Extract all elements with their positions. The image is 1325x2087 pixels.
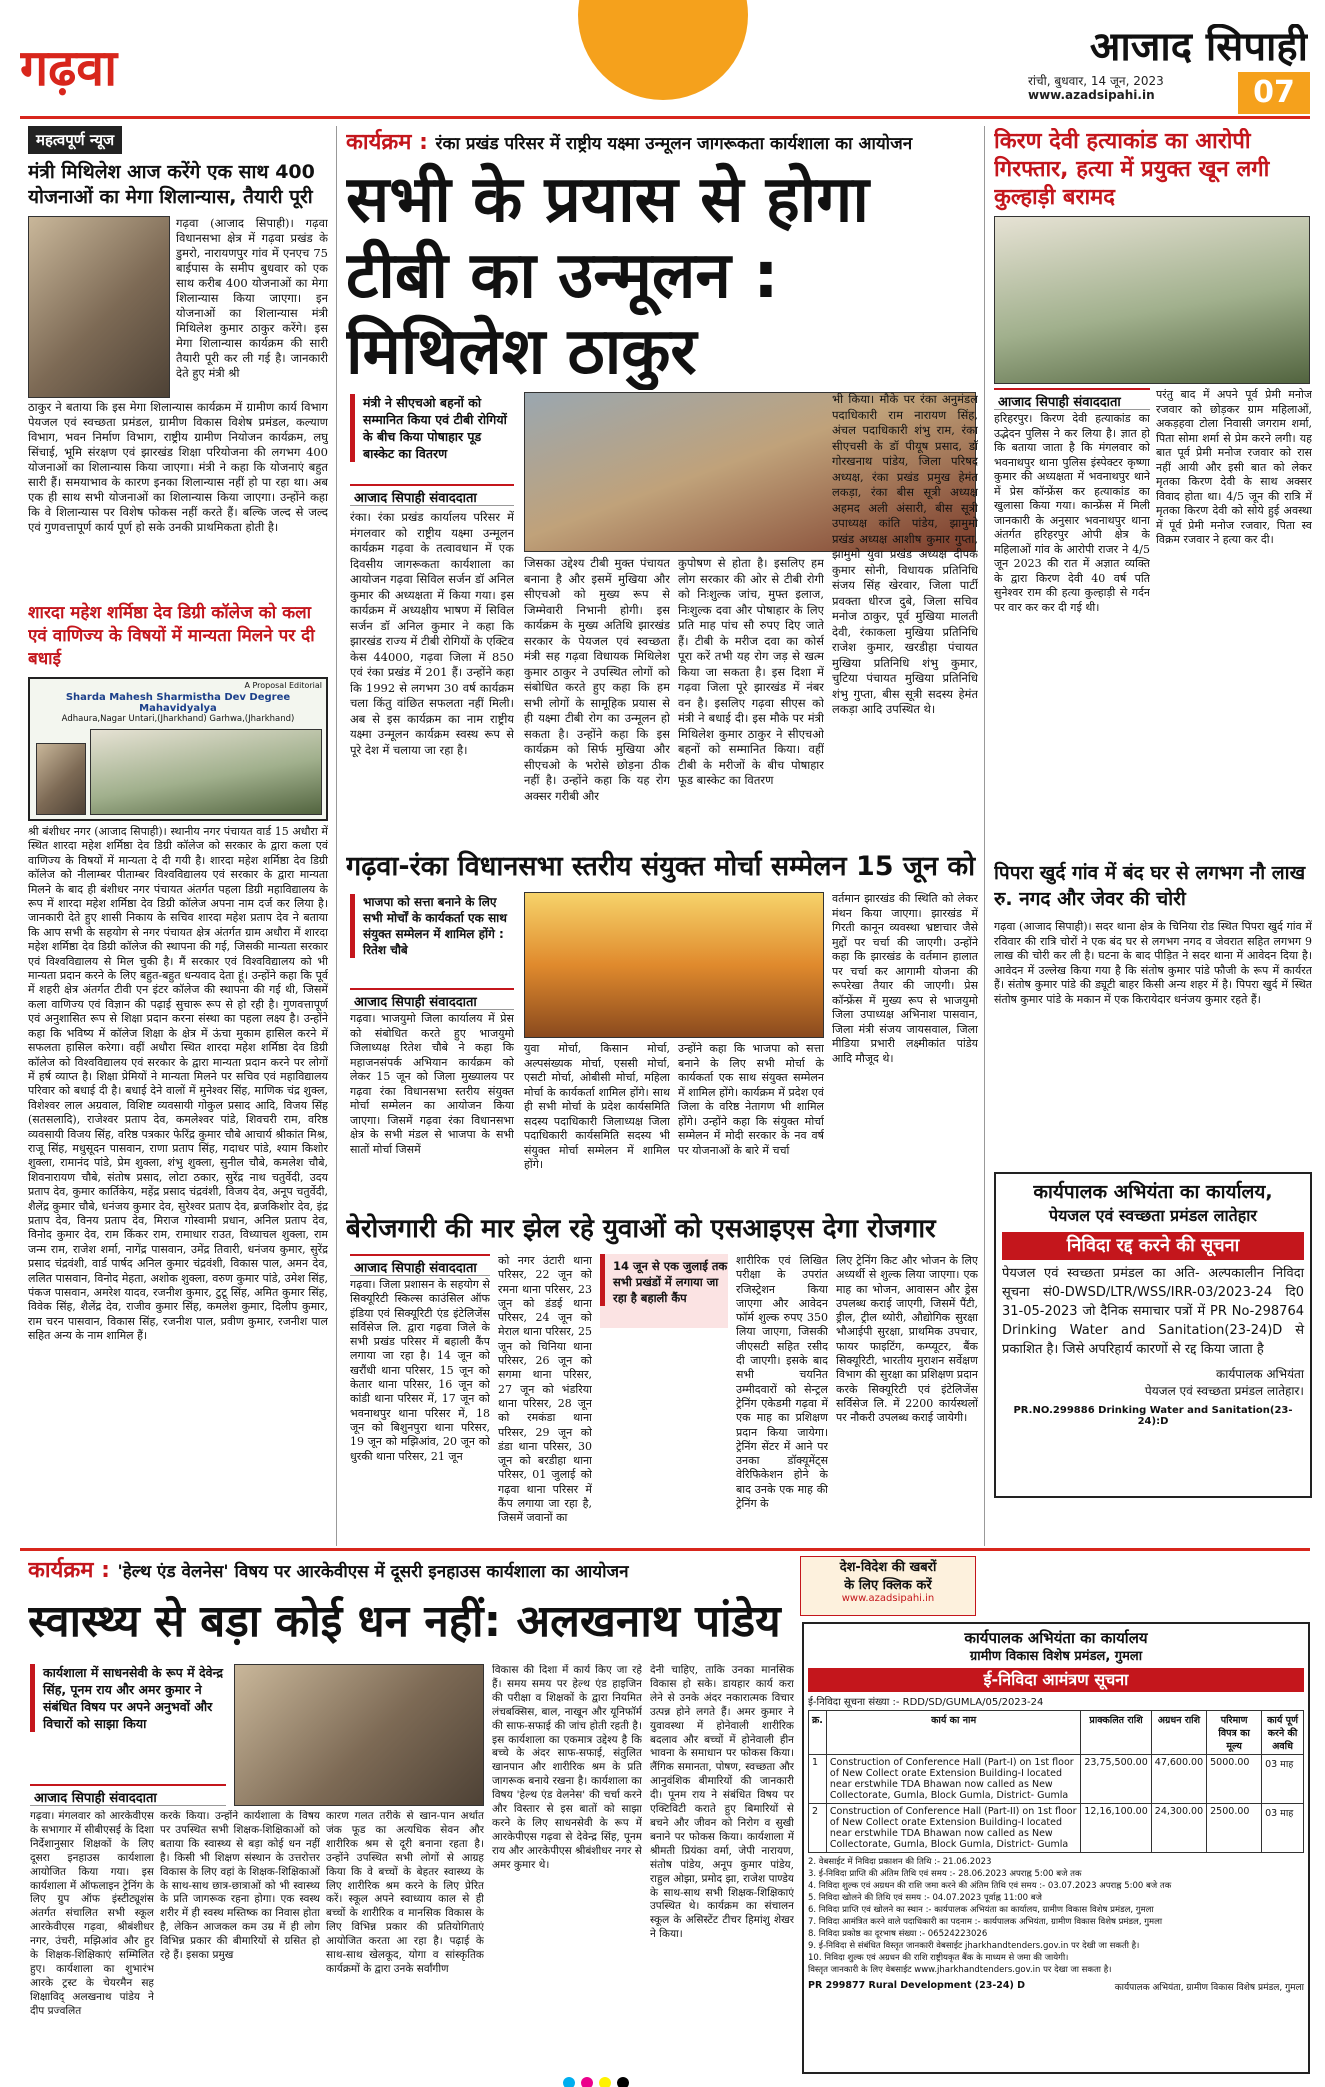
bottom-col-3: कारण गलत तरीके से खान-पान अर्थात जंक फूड का अत्यधिक सेवन और शारीरिक श्रम से दूरी बनाना रहता है। उन्होंने उपस्थित सभी लोगों से आग्रह किया कि वे बच्चों के बेहतर स्वास्थ्य के लिए शारीरिक श्रम करने के लिए प्रेरित करें। स्कूल अपने स्वाध्याय काल से ही बच्चों के शारीरिक व मानसिक विकास के लिए विभिन्न प्रकार की प्रतियोगिताएं आयोजित करता आ रहा है। पढ़ाई के साथ-साथ खेलकूद, योगा व सांस्कृतिक कार्यक्रमों के द्वारा उनके सर्वांगीण [326, 1810, 484, 1975]
morcha-headline: गढ़वा-रंका विधानसभा स्तरीय संयुक्त मोर्चा सम्मेलन 15 जून को [346, 851, 976, 882]
bottom-headline: स्वास्थ्य से बड़ा कोई धन नहीं: अलखनाथ पांडेय [28, 1596, 781, 1647]
morcha-quote: भाजपा को सत्ता बनाने के लिए सभी मोर्चों के कार्यकर्ता एक साथ संयुक्त सम्मेलन में शामिल होंगे : रितेश चौबे [350, 894, 514, 958]
lead-col-3: कुपोषण से होता है। इसलिए हम लोग सरकार की ओर से टीबी रोगी को निःशुल्क जांच, मुफ्त इलाज, निःशुल्क दवा और पोषाहार के लिए प्रति माह पांच सौ रुपए दिए जाते हैं। टीबी के मरीज दवा का कोर्स पूरा करें तभी यह रोग जड़ से खत्म किया जा सकता है। इस दिशा में गढ़वा जिला पूरे झारखंड में नंबर वन है। इसलिए गढ़वा सीएस को मंत्री ने बधाई दी। इस मौके पर मंत्री मिथिलेश कुमार ठाकुर ने सीएचओ बहनों को सम्मानित किया। वहीं टीबी के मरीजों के बीच पोषाहार फूड बास्केट का वितरण [678, 556, 824, 787]
notice2-line: 4. निविदा शुल्क एवं अग्रधन की राशि जमा करने की अंतिम तिथि एवं समय :- 03.07.2023 अपराह्न 5:00 बजे तक [808, 1881, 1172, 1891]
morcha-col-1: गढ़वा। भाजयुमो जिला कार्यालय में प्रेस को संबोधित करते हुए भाजयुमो जिलाध्यक्ष रितेश चौबे ने कहा कि महाजनसंपर्क अभियान कार्यक्रम को लेकर 15 जून को जिला मुख्यालय पर गढ़वा रंका विधानसभा स्तरीय संयुक्त मोर्चा सम्मेलन का आयोजन किया जाएगा। जिसमें गढ़वा रंका विधानसभा क्षेत्र के सभी मंडल से भाजपा के सभी सातों मोर्चा जिसमें [350, 1012, 514, 1156]
bottom-quote-box [30, 1664, 226, 1780]
yellow-dot-icon [599, 2077, 611, 2087]
notice2-dept: ग्रामीण विकास विशेष प्रमंडल, गुमला [969, 1649, 1143, 1664]
morcha-col-3: उन्होंने कहा कि भाजपा को सत्ता बनाने के लिए सभी मोर्चा के कार्यकर्ता एक साथ संयुक्त सम्मेलन में शामिल होंगे। कार्यक्रम में प्रदेश एवं जिला के वरिष्ठ नेतागण भी शामिल होंगे। उन्होंने कहा कि संयुक्त मोर्चा सम्मेलन में मोदी सरकार के नव वर्ष पर योजनाओं के बारे में चर्चा [678, 1042, 824, 1157]
web-promo[interactable] [800, 1556, 976, 1616]
lead-kicker [346, 128, 976, 158]
jobs-quote: 14 जून से एक जुलाई तक सभी प्रखंडों में लगाया जा रहा है बहाली कैंप [600, 1254, 728, 1306]
table-cell: 47,600.00 [1151, 1755, 1206, 1804]
morcha-byline: आजाद सिपाही संवाददाता [350, 988, 514, 1010]
jobs-col-1: गढ़वा। जिला प्रशासन के सहयोग से सिक्यूरिटी स्किल्स काउंसिल ऑफ इंडिया एवं सिक्यूरिटी एंड इंटेलिजेंस सर्विसेज लि. द्वारा गढ़वा जिले के सभी प्रखंड परिसर में बहाली कैंप लगाया जा रहा है। 14 जून को खरौंधी थाना परिसर, 15 जून को केतार थाना परिसर, 16 जून को कांडी थाना परिसर में, 17 जून को भवनाथपुर थाना परिसर में, 18 जून को बिशुनपुरा थाना परिसर, 19 जून को मझिआंव, 20 जून को धुरकी थाना परिसर, 21 जून [350, 1278, 490, 1463]
college-ad-note: A Proposal Editorial [244, 681, 322, 690]
tender-col-period: कार्य पूर्ण करने की अवधि [1262, 1711, 1304, 1755]
notice1-sign-2: पेयजल एवं स्वच्छता प्रमंडल लातेहार। [1144, 1384, 1304, 1398]
college-story-headline: शारदा महेश शर्मिष्ठा देव डिग्री कॉलेज को कला एवं वाणिज्य के विषयों में मान्यता मिलने पर दी बधाई [28, 603, 315, 669]
tender-col-work: कार्य का नाम [826, 1711, 1080, 1755]
notice2-line: 8. निविदा प्रकोष्ठ का दूरभाष संख्या :- 06524223026 [808, 1929, 988, 1939]
notice1-office: कार्यपालक अभियंता का कार्यालय, [1033, 1181, 1273, 1203]
bottom-col-2: करके किया। उन्होंने कार्यशाला के विषय पर उपस्थित सभी शिक्षक-शिक्षिकाओं को बताया कि स्वास्थ्य से बड़ा कोई धन नहीं है। किसी भी शिक्षण संस्थान के उत्तरोत्तर विकास के लिए वहां के शिक्षक-शिक्षिकाओं के साथ-साथ छात्र-छात्राओं को भी स्वास्थ्य के प्रति जागरूक रहना होगा। एक स्वस्थ शरीर में ही स्वस्थ मस्तिष्क का निवास होता है, लेकिन आजकल कम उम्र में ही लोग विभिन्न प्रकार की बीमारियों से ग्रसित हो रहे हैं। इसका प्रमुख [160, 1810, 320, 1962]
crime-col-2: परंतु बाद में अपने पूर्व प्रेमी मनोज रजवार को छोड़कर ग्राम महिलाओं, अकड़हवा टोला निवासी जगराम शर्मा, पिता सोमा शर्मा से प्रेम करने लगी। यह बात पूर्व प्रेमी मनोज रजवार को रास नहीं आयी और इसी बात को लेकर मृतका किरण देवी के साथ अक्सर विवाद होता था। 4/5 जून की रात्रि में मृतका किरण देवी को सोये हुई अवस्था में पूर्व प्रेमी मनोज रजवार, पिता स्व विक्रम रजवार ने हत्या कर दी। [1156, 388, 1312, 546]
jobs-byline: आजाद सिपाही संवाददाता [350, 1254, 490, 1276]
crime-col-1: हरिहरपुर। किरण देवी हत्याकांड का उद्भेदन पुलिस ने कर लिया है। ज्ञात हो कि बताया जाता है कि मंगलवार को भवनाथपुर थाना पुलिस इंस्पेक्टर कृष्णा कुमार की अध्यक्षता में भवनाथपुर थाने में प्रेस कॉन्फ्रेंस कर हत्याकांड का खुलासा किया गया। कान्फ्रेंस में मिली जानकारी के अनुसार भवनाथपुर थाना अंतर्गत हरिहरपुर ओपी क्षेत्र के महिलाओं गांव के आरोपी राजर ने 4/5 जून 2023 की रात में अज्ञात व्यक्ति के द्वारा किरण देवी 40 वर्ष पति सुनेश्वर राम की हत्या कुल्हाड़ी से गर्दन पर वार कर कर दी गई थी। [994, 412, 1150, 614]
lead-col-1: रंका। रंका प्रखंड कार्यालय परिसर में मंगलवार को राष्ट्रीय यक्ष्मा उन्मूलन कार्यक्रम गढ़वा के तत्वावधान में एक दिवसीय जागरूकता कार्यशाला का आयोजन गढ़वा सिविल सर्जन डॉ अनिल कुमार की अध्यक्षता में किया गया। इस कार्यक्रम में अध्यक्षीय भाषण में सिविल सर्जन डॉ अनिल कुमार ने कहा कि झारखंड राज्य में टीबी रोगियों के एक्टिव केस 44000, गढ़वा जिला में 850 एवं रंका प्रखंड में 201 हैं। उन्होंने कहा कि 1992 से लगभग 30 वर्ष कार्यक्रम चला किंतु वांछित सफलता नहीं मिली। अब से इस कार्यक्रम का नाम राष्ट्रीय यक्ष्मा उन्मूलन कार्यक्रम स्वस्थ रूप से पूरे देश में चलाया जा रहा है। [350, 510, 514, 757]
black-dot-icon [617, 2077, 629, 2087]
registration-marks [560, 2074, 760, 2087]
morcha-quote-box [350, 894, 514, 984]
notice1-pr: PR.NO.299886 Drinking Water and Sanitation(23-24):D [1013, 1405, 1293, 1427]
morcha-col-4: वर्तमान झारखंड की स्थिति को लेकर मंथन किया जाएगा। झारखंड में गिरती कानून व्यवस्था भ्रष्टाचार जैसे मुद्दों पर चर्चा की जाएगी। उन्होंने कहा कि झारखंड के वर्तमान हालात पर चर्चा कर आगामी योजना की रूपरेखा तैयार की जाएगी। प्रेस कॉन्फ्रेंस में मुख्य रूप से भाजयुमो जिला उपाध्यक्ष अभिनाश पासवान, जिला मंत्री संजय जायसवाल, जिला मीडिया प्रभारी लक्ष्मीकांत पांडेय आदि मौजूद थे। [832, 892, 978, 1065]
e-tender-notice [802, 1622, 1310, 2074]
college-building-photo [90, 729, 322, 815]
web-promo-url: www.azadsipahi.in [841, 1593, 935, 1604]
lead-headline: सभी के प्रयास से होगा टीबी का उन्मूलन : मिथिलेश ठाकुर [346, 163, 869, 389]
table-cell: 12,16,100.00 [1081, 1804, 1151, 1853]
notice2-office: कार्यपालक अभियंता का कार्यालय [964, 1629, 1148, 1647]
web-promo-line-1: देश-विदेश की खबरों [839, 1560, 937, 1575]
notice2-line: 9. ई-निविदा से संबंधित विस्तृत जानकारी वेबसाईट jharkhandtenders.gov.in पर देखी जा सकती है। [808, 1941, 1140, 1951]
notice1-dept: पेयजल एवं स्वच्छता प्रमंडल लातेहार [1049, 1206, 1257, 1225]
college-ad-place: Adhaura,Nagar Untari,(Jharkhand) Garhwa,(Jharkhand) [61, 714, 295, 724]
bottom-col-1: गढ़वा। मंगलवार को आरकेवीएस के सभागार में सीबीएसई के दिशा निर्देशानुसार शिक्षकों के लिए दूसरा इनहाउस कार्यशाला आयोजित किया गया। इस कार्यशाला में ऑफलाइन ट्रेनिंग के लिए ग्रुप ऑफ इंस्टीट्यूशंस अंतर्गत संचालित सभी स्कूल आरकेवीएस गढ़वा, श्रीबंशीधर नगर, उंचरी, मझिआंव और हुर के शिक्षक-शिक्षिकाएं सम्मिलित हुए। कार्यशाला का शुभारंभ आरके ट्रस्ट के चेयरमैन सह शिक्षाविद् अलखनाथ पांडेय ने दीप प्रज्वलित [30, 1810, 154, 2017]
notice1-body: पेयजल एवं स्वच्छता प्रमंडल का अति- अल्पकालीन निविदा सूचना सं0-DWSD/LTR/WSS/IRR-03/2023-24 दि0 31-05-2023 जो दैनिक समाचार पत्रों में PR No-298764 Drinking Water and Sanitation(23-24)D से प्रकाशित है। जिसे अपरिहार्य कारणों से रद्द किया जाता है [1002, 1266, 1304, 1357]
notice2-ref: ई-निविदा सूचना संख्या :- RDD/SD/GUMLA/05/2023-24 [808, 1697, 1044, 1708]
table-cell: 2500.00 [1207, 1804, 1262, 1853]
theft-headline: पिपरा खुर्द गांव में बंद घर से लगभग नौ लाख रु. नगद और जेवर की चोरी [994, 862, 1306, 910]
tender-col-emd: अग्रधन राशि [1151, 1711, 1206, 1755]
bottom-quote: कार्यशाला में साधनसेवी के रूप में देवेन्द्र सिंह, पूनम राय और अमर कुमार ने संबंधित विषय पर अपने अनुभवों और विचारों को साझा किया [30, 1664, 226, 1732]
lead-col-2: जिसका उद्देश्य टीबी मुक्त पंचायत बनाना है और इसमें मुखिया और सीएचओ को मुख्य रूप से जिम्मेवारी निभानी होगी। इस कार्यक्रम के मुख्य अतिथि झारखंड सरकार के पेयजल एवं स्वच्छता मंत्री सह गढ़वा विधायक मिथिलेश कुमार ठाकुर ने उपस्थित लोगों को संबोधित करते हुए कहा कि हम सभी लोगों के सामूहिक प्रयास से ही यक्ष्मा टीबी रोग का उन्मूलन हो सकता है। उन्होंने कहा कि इस कार्यक्रम को सिर्फ मुखिया और सीएचओ के भरोसे छोड़ना ठीक नहीं है। उन्होंने कहा कि यह रोग अक्सर गरीबी और [524, 556, 670, 803]
jobs-col-3: शारीरिक एवं लिखित परीक्षा के उपरांत रजिस्ट्रेशन किया जाएगा और आवेदन फॉर्म शुल्क रुपए 350 लिया जाएगा, जिसकी जीएसटी सहित रसीद दी जाएगी। इसके बाद सभी चयनित उम्मीदवारों को सेन्ट्रल ट्रेनिंग एकेडमी गढ़वा में एक माह का प्रशिक्षण प्रदान किया जायेगा। ट्रेनिंग सेंटर में आने पर उनका डॉक्यूमेंट्स वेरिफिकेशन होने के बाद उनके एक माह की ट्रेनिंग के [736, 1254, 828, 1511]
tender-col-cost: प्राक्कलित राशि [1081, 1711, 1151, 1755]
notice2-lines [808, 1856, 1304, 1976]
bottom-kicker-text: 'हेल्थ एंड वेलनेस' विषय पर आरकेवीएस में दूसरी इनहाउस कार्यशाला का आयोजन [117, 1562, 629, 1582]
bottom-byline: आजाद सिपाही संवाददाता [30, 1784, 226, 1806]
bottom-photo [234, 1664, 484, 1806]
page-number: 07 [1238, 72, 1310, 114]
jobs-col-4a [600, 1334, 728, 1540]
theft-story: गढ़वा (आजाद सिपाही)। सदर थाना क्षेत्र के चिनिया रोड स्थित पिपरा खुर्द गांव में रविवार की रात्रि चोरों ने एक बंद घर से लगभग नगद व जेवरात सहित लगभग 9 लाख की चोरी कर ली है। घटना के बाद पीड़ित ने सदर थाना में आवेदन दिया है। आवेदन में उल्लेख किया गया है कि संतोष कुमार पांडे फौजी के रूप में कार्यरत हैं। संतोष कुमार पांडे की ड्यूटी बाहर किसी अन्य शहर में है। पिपरा खुर्द में स्थित संतोष कुमार पांडे के मकान में एक किरायेदार धनंजय कुमार रहते हैं। [994, 920, 1312, 1006]
lead-kicker-text: रंका प्रखंड परिसर में राष्ट्रीय यक्ष्मा उन्मूलन जागरूकता कार्यशाला का आयोजन [435, 134, 913, 154]
table-cell: Construction of Conference Hall (Part-II) on 1st floor of New Collect orate Extension Building-I located near erstwhile TDA Bhawan now called as New Collectorate, Gumla, Block Gumla, District- Gumla [826, 1804, 1080, 1853]
notice2-pr: PR 299877 Rural Development (23-24) D [808, 1980, 1026, 1991]
lead-kicker-label: कार्यक्रम : [346, 130, 428, 155]
crime-headline: किरण देवी हत्याकांड का आरोपी गिरफ्तार, हत्या में प्रयुक्त खून लगी कुल्हाड़ी बरामद [994, 129, 1270, 210]
crime-press-photo [994, 216, 1310, 384]
table-row [809, 1804, 1304, 1853]
jobs-col-2: को नगर उंटारी थाना परिसर, 22 जून को रमना थाना परिसर, 23 जून को डंडई थाना परिसर, 24 जून को मेराल थाना परिसर, 25 जून को चिनिया थाना परिसर, 26 जून को सगमा थाना परिसर, 27 जून को भंडरिया थाना परिसर, 28 जून को रमकंडा थाना परिसर, 29 जून को डंडा थाना परिसर, 30 जून को बरडीहा थाना परिसर, 01 जुलाई को गढ़वा थाना परिसर में कैंप लगाया जा रहा है, जिसमें जवानों का [498, 1254, 592, 1525]
table-cell: 1 [809, 1755, 827, 1804]
notice1-title: निविदा रद्द करने की सूचना [1002, 1232, 1304, 1260]
notice2-sign: कार्यपालक अभियंता, ग्रामीण विकास विशेष प्रमंडल, गुमला [1114, 1983, 1304, 1993]
table-cell: 03 माह [1262, 1804, 1304, 1853]
tender-table-header [809, 1711, 1304, 1755]
jobs-headline: बेरोजगारी की मार झेल रहे युवाओं को एसआइएस देगा रोजगार [346, 1214, 936, 1244]
header-rule [20, 116, 1310, 119]
notice2-line: 7. निविदा आमंत्रित करने वाले पदाधिकारी का पदनाम :- कार्यपालक अभियंता, ग्रामीण विकास विशेष प्रमंडल, गुमला [808, 1917, 1163, 1927]
left-column [28, 126, 328, 1546]
morcha-col-2: युवा मोर्चा, किसान मोर्चा, अल्पसंख्यक मोर्चा, एससी मोर्चा, एसटी मोर्चा, ओबीसी मोर्चा, महिला मोर्चा के कार्यकर्ता शामिल होंगे। साथ ही सभी मोर्चा के प्रदेश कार्यसमिति सदस्य पदाधिकारी जिलाध्यक्ष जिला पदाधिकारी कार्यसमिति सदस्य भी संयुक्त मोर्चा सम्मेलन में शामिल होंगे। [524, 1042, 670, 1171]
minister-story-lead: गढ़वा (आजाद सिपाही)। गढ़वा विधानसभा क्षेत्र में गढ़वा प्रखंड के डुमरो, नारायणपुर गांव में एनएच 75 बाईपास के समीप बुधवार को एक साथ करीब 400 योजनाओं का मेगा शिलान्यास किया जाएगा। इन योजनाओं का शिलान्यास मंत्री मिथिलेश कुमार ठाकुर करेंगे। इस मेगा शिलान्यास कार्यक्रम की सारी तैयारी पूरी कर ली गई है। जानकारी देते हुए मंत्री श्री [176, 216, 328, 380]
lead-quote: मंत्री ने सीएचओ बहनों को सम्मानित किया एवं टीबी रोगियों के बीच किया पोषाहार पूड बास्केट का वितरण [350, 394, 514, 462]
lead-col-4: भी किया। मौके पर रंका अनुमंडल पदाधिकारी राम नारायण सिंह, अंचल पदाधिकारी शंभु राम, रंका सीएचसी के डॉ पीयूष प्रसाद, डॉ गोरखनाथ पांडेय, जिला परिषद अध्यक्ष, रंका प्रखंड प्रमुख हेमंत लकड़ा, रंका बीस सूत्री अध्यक्ष अहमद अली अंसारी, बीस सूत्री उपाध्यक्ष कांति पांडेय, झामुमो प्रखंड अध्यक्ष आशीष कुमार गुप्ता, झामुमो युवा प्रखंड अध्यक्ष दीपक कुमार सोनी, विधायक प्रतिनिधि संजय सिंह खेरवार, जिला पार्टी प्रवक्ता धीरज दुबे, जिला सचिव मनोज ठाकुर, पूर्व मुखिया मालती देवी, रंकाकला मुखिया प्रतिनिधि राजेश कुमार, खरडीहा पंचायत मुखिया प्रतिनिधि शंभु कुमार, चुटिया पंचायत मुखिया प्रतिनिधि शंभु गुप्ता, बीस सूत्री सदस्य हेमंत लकड़ा आदि उपस्थित थे। [832, 392, 978, 716]
jobs-quote-box [600, 1254, 728, 1328]
tender-cancel-notice [994, 1172, 1312, 1498]
notice2-line: 6. निविदा प्राप्ति एवं खोलने का स्थान :- कार्यपालक अभियंता का कार्यालय, ग्रामीण विकास विशेष प्रमंडल, गुमला [808, 1905, 1154, 1915]
table-cell: 5000.00 [1207, 1755, 1262, 1804]
table-cell: Construction of Conference Hall (Part-I) on 1st floor of New Collect orate Extension Building-I located near erstwhile TDA Bhawan now called as New Collectorate, Gumla, Block Gumla, District- Gumla [826, 1755, 1080, 1804]
minister-story-headline: मंत्री मिथिलेश आज करेंगे एक साथ 400 योजनाओं का मेगा शिलान्यास, तैयारी पूरी [28, 161, 315, 208]
college-ad [28, 677, 328, 821]
college-ad-name: Sharda Mahesh Sharmistha Dev Degree Mahavidyalya [65, 692, 291, 714]
tender-table [808, 1710, 1304, 1853]
cyan-dot-icon [563, 2077, 575, 2087]
notice2-footer [808, 1980, 1304, 1993]
section-title: गढ़वा [20, 39, 118, 97]
tender-col-no: क्र. [809, 1711, 827, 1755]
notice2-line: 3. ई-निविदा प्राप्ति की अंतिम तिथि एवं समय :- 28.06.2023 अपराह्न 5:00 बजे तक [808, 1869, 1082, 1879]
magenta-dot-icon [581, 2077, 593, 2087]
important-news-tag: महत्वपूर्ण न्यूज [28, 126, 122, 154]
college-story-body: श्री बंशीधर नगर (आजाद सिपाही)। स्थानीय नगर पंचायत वार्ड 15 अधौरा में स्थित शारदा महेश शर्मिष्ठा देव डिग्री कॉलेज को सरकार के द्वारा कला एवं वाणिज्य के विषयों में मान्यता दे दी गयी है। शारदा महेश शर्मिष्ठा देव डिग्री कॉलेज को नीलाम्बर पीताम्बर विश्वविद्यालय एवं सरकार के द्वारा मान्यता मिलने के बाद ही बंशीधर नगर पंचायत अंतर्गत पहला डिग्री महाविद्यालय के रूप में शारदा महेश शर्मिष्ठा देव डिग्री कॉलेज अपना नाम दर्ज कर लिया है। जानकारी देते हुए शासी निकाय के सचिव शारदा महेश प्रताप देव ने बताया कि आप सभी के सहयोग से नगर पंचायत क्षेत्र अंतर्गत ग्राम अधौरा में शारदा महेश शर्मिष्ठा देव डिग्री कॉलेज की स्थापना की गई, जिसकी मान्यता सरकार एवं विश्वविद्यालय से मिल चुकी है। मैं सरकार एवं विश्वविद्यालय को भी मान्यता प्रदान करने के लिए बहुत-बहुत धन्यवाद देता हूं। उन्होंने कहा कि पूर्व में शहरी क्षेत्र अंतर्गत टीवी एन इंटर कॉलेज की स्थापना की गई थी, जिसमें कला वाणिज्य एवं विज्ञान की पढ़ाई सुचारू रूप से हो रही है। गुणवत्तापूर्ण एवं अनुशासित रूप से शिक्षा प्रदान करना संस्था का पहला लक्ष्य है। उन्होंने कहा कि भविष्य में कॉलेज शिक्षा के क्षेत्र में ऊंचा मुकाम हासिल करने में सफलता हासिल करेगा। वहीं अधौरा स्थित शारदा महेश शर्मिष्ठा देव डिग्री कॉलेज को विश्वविद्यालय एवं सरकार के द्वारा मान्यता प्रदान करने पर लोगों में हर्ष व्याप्त है। शिक्षा प्रेमियों ने मान्यता मिलने पर सचिव एवं महाविद्यालय परिवार को बधाई दी है। बधाई देने वालों में मुनेश्वर सिंह, माणिक चंद्र शुक्ल, विशेश्वर लाल अग्रवाल, विशिष्ट व्यवसायी गोकुल प्रसाद आदि, विजय सिंह (सतसलादि), राजेश्वर प्रताप देव, कमलेश्वर पांडे, शिवचरी राम, वरिष्ठ व्यवसायी विजय सिंह, वरिष्ठ पत्रकार फेरिंद्र कुमार चौबे आचार्य श्रीकांत मिश्र, राजू सिंह, मधुसूदन पासवान, राणा प्रताप सिंह, गदाधर पांडे, श्याम किशोर शुक्ला, रामानंद पांडे, प्रेम शुक्ला, शंभु शुक्ला, सुनील चौबे, कमलेश चौबे, शिवनारायण चौबे, संतोष प्रसाद, लोटा ठकार, सुरेंद्र नाथ चतुर्वेदी, उदय प्रताप देव, कुमार कार्तिकेय, महेंद्र प्रसाद चंद्रवंशी, विजय देव, अनूप चतुर्वेदी, शैलेंद्र कुमार चौबे, धनंजय कुमार देव, सुरेश्वर प्रताप देव, ब्रजकिशोर देव, इंद्र प्रताप देव, विनय प्रताप देव, मिराज गोस्वामी प्रधान, अनिल प्रताप देव, विनोद कुमार देव, राम किंकर राम, रामाधार राउत, विध्याचल शुक्ला, राम जन्म राम, राजेश शर्मा, नागेंद्र पासवान, उमेंद्र तिवारी, धनंजय कुमार, सुरेंद्र प्रसाद चंद्रवंशी, वार्ड पार्षद अनिल कुमार चंद्रवंशी, विकास पाल, अमन देव, ललित पासवान, विनोद मेहता, अशोक शुक्ला, वरुण कुमार पांडे, उमेश सिंह, पंकज पासवान, अमरेश यादव, रजनीश कुमार, टुटू सिंह, अमित कुमार सिंह, विवेक सिंह, शैलेंद्र देव, राजीव कुमार सिंह, कमलेश कुमार, दिलीप कुमार, राम चरन पासवान, विकास सिंह, रजनीश पाल, प्रवीण कुमार, रजनीश पाल सहित अन्य के नाम शामिल हैं। [28, 825, 328, 1343]
table-cell: 2 [809, 1804, 827, 1853]
dateline: रांची, बुधवार, 14 जून, 2023 [1028, 74, 1164, 88]
college-secretary-photo [36, 743, 86, 815]
notice2-line: 10. निविदा शुल्क एवं अग्रधन की राशि राष्ट्रीयकृत बैंक के माध्यम से जमा की जायेगी। [808, 1953, 1069, 1963]
sun-logo-icon [578, 0, 748, 100]
notice2-title: ई-निविदा आमंत्रण सूचना [808, 1668, 1304, 1692]
lead-byline: आजाद सिपाही संवाददाता [350, 484, 514, 506]
notice2-line: 5. निविदा खोलने की तिथि एवं समय :- 04.07.2023 पूर्वाह्न 11:00 बजे [808, 1893, 1042, 1903]
web-promo-line-2: के लिए क्लिक करें [844, 1578, 932, 1593]
table-cell: 03 माह [1262, 1755, 1304, 1804]
notice1-sign-1: कार्यपालक अभियंता [1216, 1367, 1304, 1381]
table-cell: 24,300.00 [1151, 1804, 1206, 1853]
bottom-col-4: विकास की दिशा में कार्य किए जा रहे हैं। समय समय पर हेल्थ एंड हाइजिन की परीक्षा व शिक्षकों के द्वारा नियमित लंचबक्सिस, बाल, नाखून और यूनिफॉर्म की साफ-सफाई की जांच होती रहती है। इस कार्यशाला का एकमात्र उद्देश्य है कि बच्चे के अंदर साफ-सफाई, संतुलित खानपान और शारीरिक श्रम के प्रति जागरूक बनाये रखना है। कार्यशाला का विषय 'हेल्थ एंड वेलनेस' की चर्चा करने और विस्तार से इस बातों को साझा करने के लिए साधनसेवी के रूप में आरकेपीएस गढ़वा से देवेन्द्र सिंह, पूनम राय और आरकेपीएस श्रीबंशीधर नगर से अमर कुमार थे। [492, 1664, 642, 1871]
bottom-col-5: देनी चाहिए, ताकि उनका मानसिक विकास हो सके। डायहार कार्य करा लेने से उनके अंदर नकारात्मक विचार उत्पन्न होने लगते हैं। अमर कुमार ने युवावस्था में होनेवाली शारीरिक बदलाव और बच्चों में होनेवाली हीन भावना के समाधान पर फोकस किया। लैंगिक समानता, पोषण, स्वच्छता और आनुवंशिक बीमारियों की जानकारी दी। पूनम राय ने संबंधित विषय पर एक्टिविटी कराते हुए बिमारियों से बचने और जीवन को निरोग व सुखी बनाने पर फोकस किया। कार्यशाला में श्रीमती प्रियंका वर्मा, जेपी नारायण, संतोष पांडेय, अनूप कुमार पांडेय, राहुल ओझा, प्रमोद झा, राजेश पाण्डेय के साथ-साथ सभी शिक्षक-शिक्षिकाएं उपस्थित थे। कार्यक्रम का संचालन स्कूल के असिस्टेंट टीचर हिमांशु शेखर ने किया। [650, 1664, 794, 1941]
lead-quote-box [350, 394, 514, 478]
table-row [809, 1755, 1304, 1804]
crime-byline: आजाद सिपाही संवाददाता [994, 388, 1150, 410]
minister-story-body: ठाकुर ने बताया कि इस मेगा शिलान्यास कार्यक्रम में ग्रामीण कार्य विभाग पेयजल एवं स्वच्छता प्रमंडल, ग्रामीण विकास विशेष प्रमंडल, कल्याण विभाग, भवन निर्माण विभाग, राष्ट्रीय ग्रामीण नियोजन कार्यक्रम, लघु सिंचाई, भूमि संरक्षण एवं झारखंड शिक्षा परियोजना की लगभग 400 योजनाओं का शिलान्यास किया जाएगा। मंत्री ने कहा कि योजनाएं बहुत सारी हैं। समयाभाव के कारण इनका शिलान्यास नहीं हो पा रहा था। अब एक ही साथ सभी योजनाओं का शिलान्यास किया जाएगा। उन्होंने कहा कि वे शिलान्यास पर विशेष फोकस नहीं करते हैं। बल्कि जल्द से जल्द एवं गुणवत्तापूर्ण कार्य पूर्ण हो सके उनकी प्राथमिकता होती है। [28, 400, 328, 534]
table-cell: 23,75,500.00 [1081, 1755, 1151, 1804]
bottom-kicker-label: कार्यक्रम : [28, 1558, 110, 1583]
notice2-line: 2. वेबसाईट में निविदा प्रकाशन की तिथि :- 21.06.2023 [808, 1857, 992, 1867]
bottom-kicker [28, 1556, 788, 1586]
brand-name: आजाद सिपाही [1089, 24, 1308, 70]
minister-photo [28, 216, 170, 398]
morcha-photo [524, 892, 824, 1038]
notice2-website-line: विस्तृत जानकारी के लिए वेबसाईट www.jharkhandtenders.gov.in पर देखा जा सकता है। [808, 1965, 1112, 1975]
tender-col-boq: परिमाण विपत्र का मूल्य [1207, 1711, 1262, 1755]
website: www.azadsipahi.in [1028, 88, 1155, 102]
jobs-col-4: लिए ट्रेनिंग किट और भोजन के लिए अध्यर्थी से शुल्क लिया जाएगा। एक माह का भोजन, आवासन और ड्रेस उपलब्ध कराई जाएगी, जिसमें पैंटी, ड्रील, ट्रील थ्योरी, औद्योगिक सुरक्षा भौआईपी सुरक्षा, प्राथमिक उपचार, फायर फाइटिंग, कम्प्यूटर, बैंक सिक्यूरिटी, भारतीय मुराशन सर्वेक्षण विभाग की सुरक्षा का प्रशिक्षण प्रदान करके सिक्यूरिटी एवं इंटेलिजेंस सर्विसेज लि. में 2200 कार्यस्थलों पर नौकरी उपलब्ध कराई जायेगी। [836, 1254, 978, 1425]
